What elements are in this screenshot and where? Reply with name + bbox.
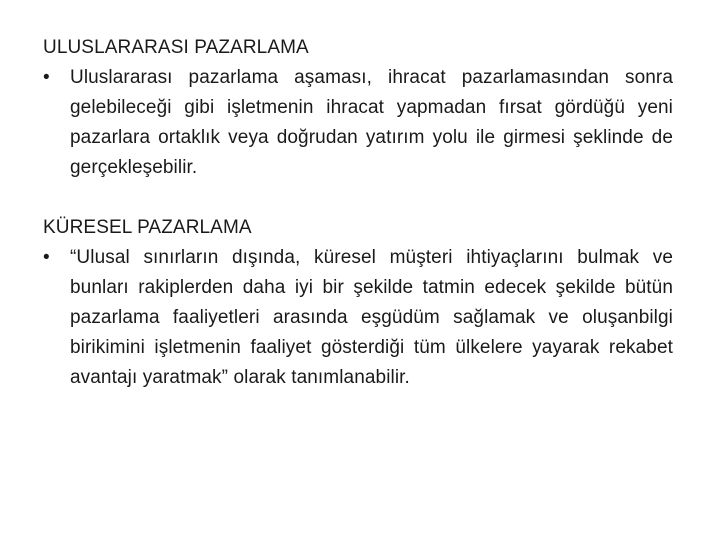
section-global-marketing [43,213,673,393]
section-title: ULUSLARARASI PAZARLAMA [43,37,309,58]
bullet-icon: • [43,247,50,268]
bullet-icon: • [43,67,50,88]
bullet-paragraph [43,243,673,393]
bullet-text: “Ulusal sınırların dışında, küresel müşteri ihtiyaçlarını bulmak ve bunları rakiplerden daha iyi bir şekilde tatmin edecek şekilde bütün pazarlama faaliyetleri arasında eşgüdüm sağlamak ve oluşanbilgi birikimini işletmenin faaliyet gösterdiği tüm ülkelere yayarak rekabet avantajı yaratmak” olarak tanımlanabilir. [70,247,673,388]
slide-content [43,33,673,393]
bullet-paragraph [43,63,673,183]
section-international-marketing [43,33,673,183]
bullet-text: Uluslararası pazarlama aşaması, ihracat pazarlamasından sonra gelebileceği gibi işletmenin ihracat yapmadan fırsat gördüğü yeni pazarlara ortaklık veya doğrudan yatırım yolu ile girmesi şeklinde de gerçekleşebilir. [70,67,673,178]
section-title: KÜRESEL PAZARLAMA [43,217,252,238]
